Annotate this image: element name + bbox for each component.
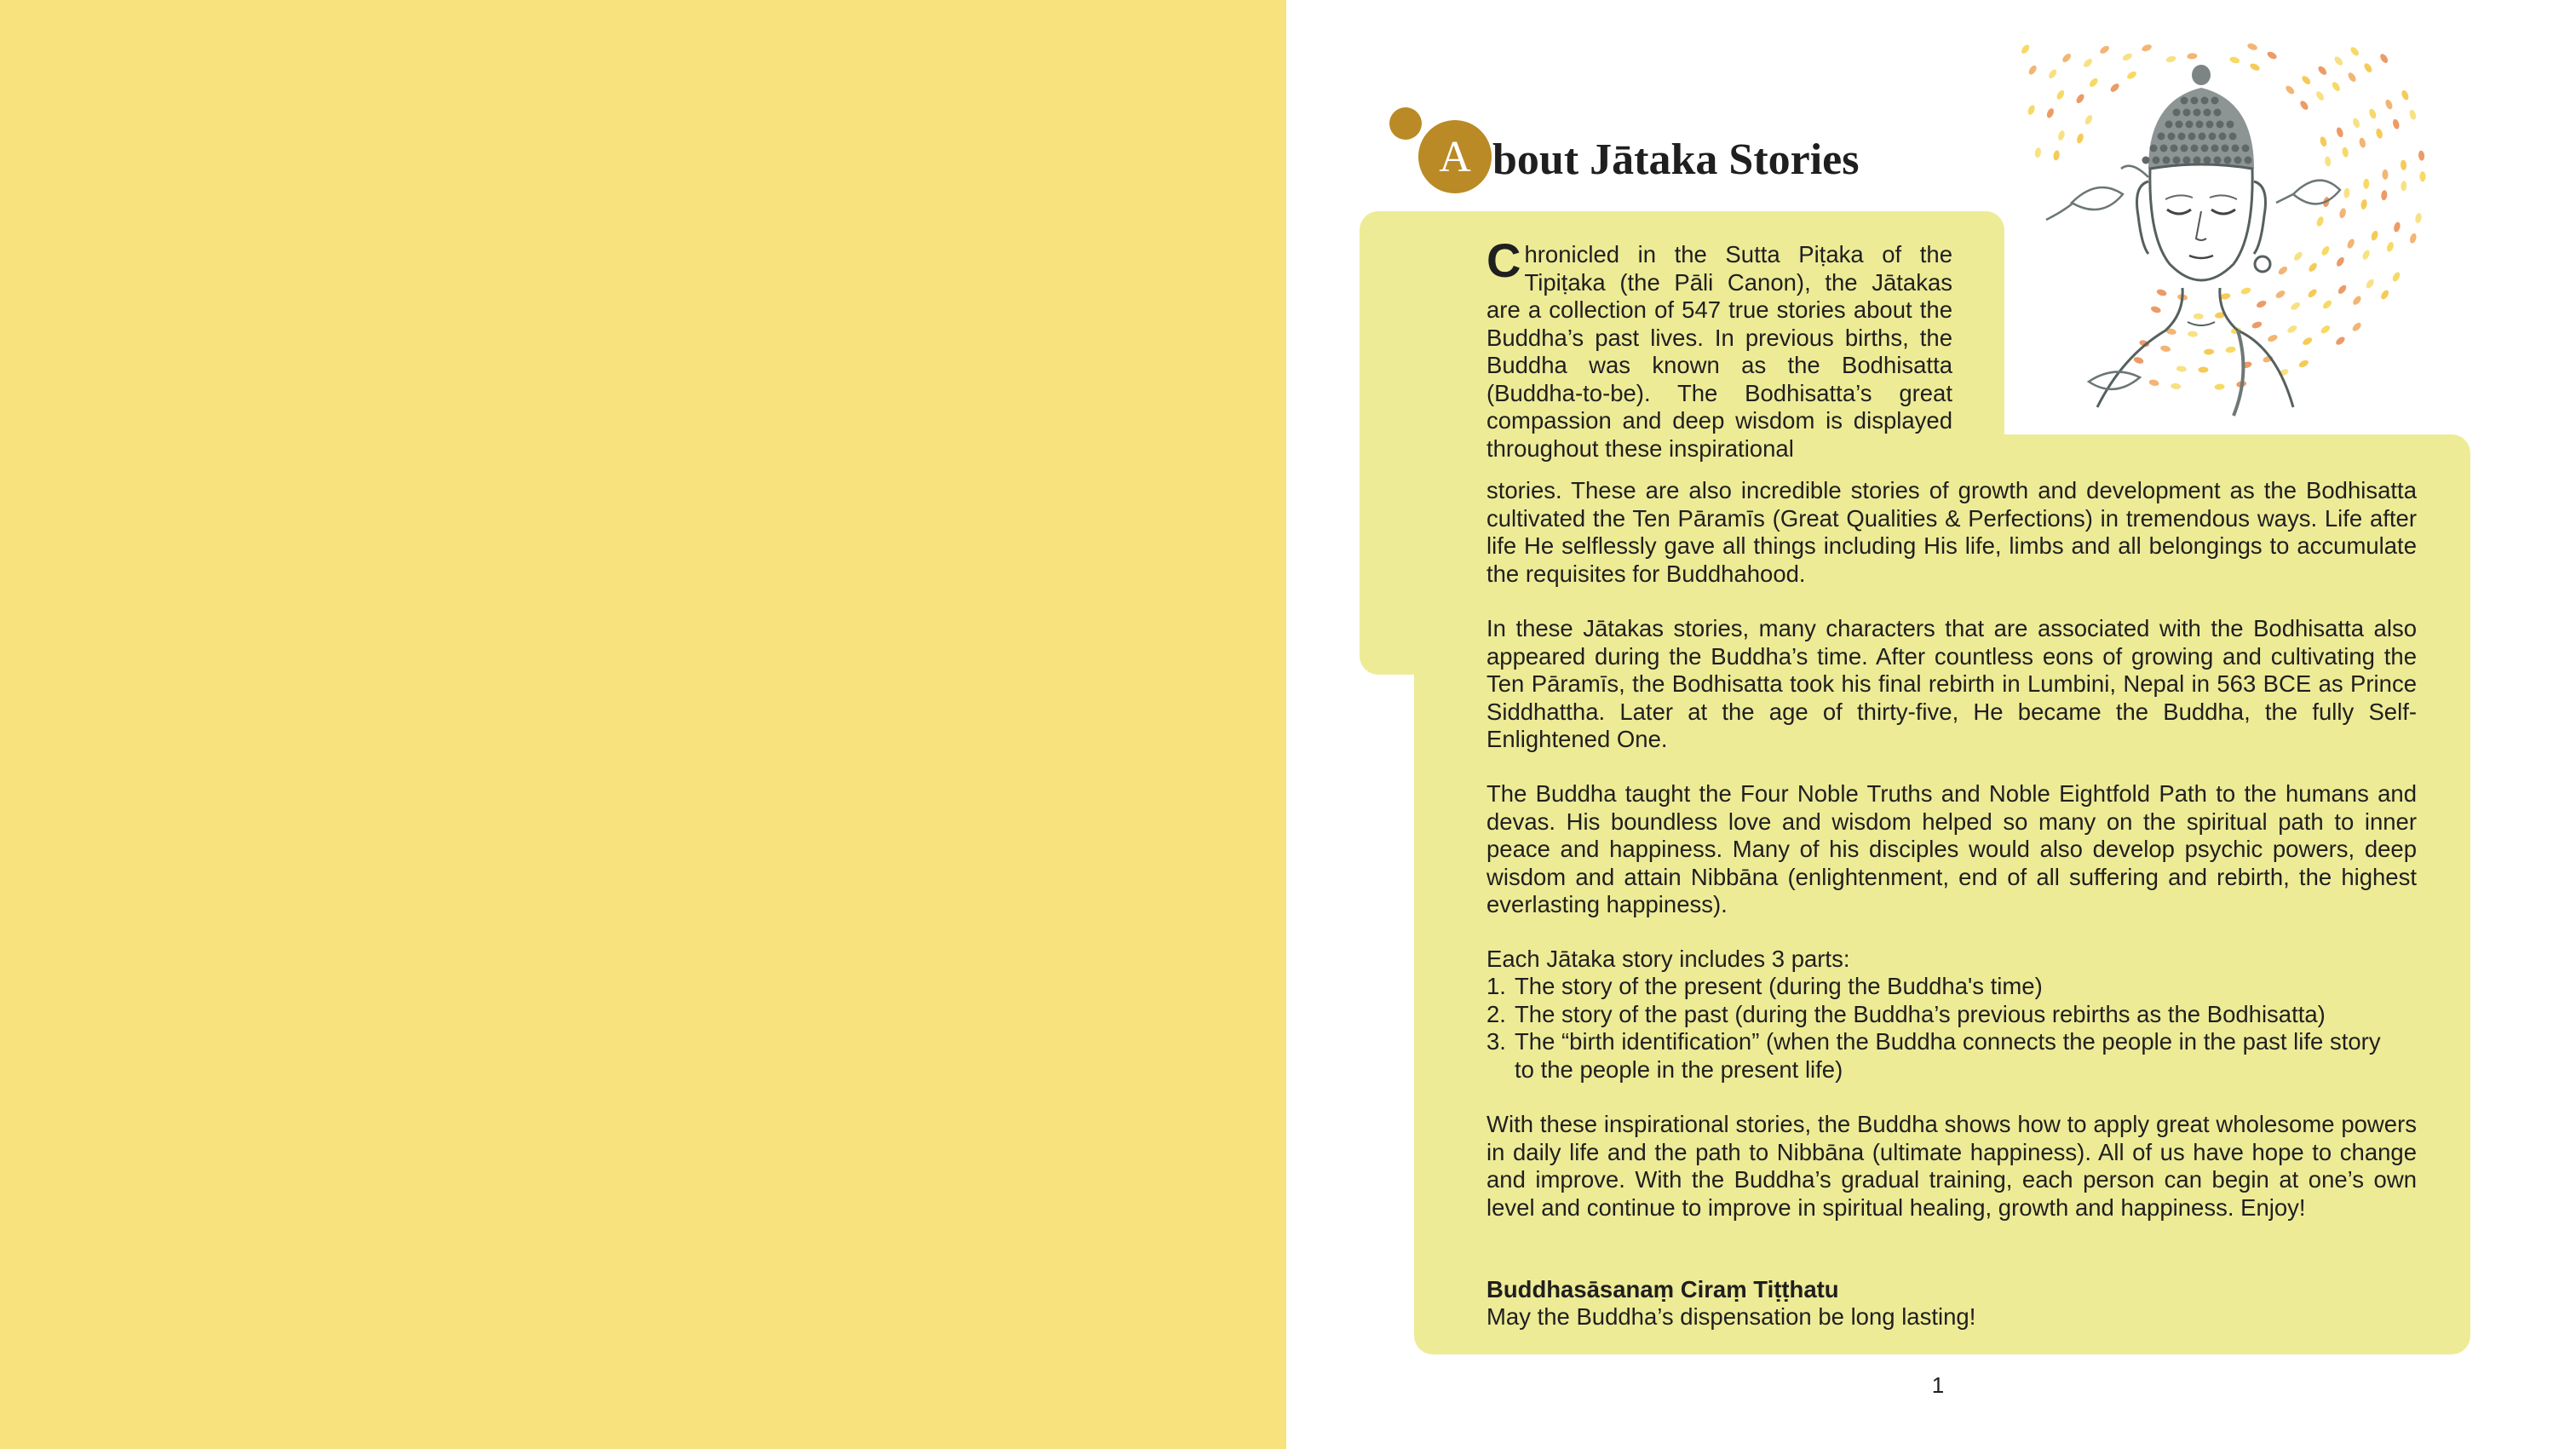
list-item-number: 1. xyxy=(1486,973,1506,999)
list-item xyxy=(1486,1028,2417,1084)
halo-dot xyxy=(2267,334,2279,343)
halo-dot xyxy=(2320,244,2331,256)
halo-dot xyxy=(2384,99,2394,111)
halo-dot xyxy=(2088,77,2099,89)
halo-dot xyxy=(2082,57,2094,68)
list-item-number: 2. xyxy=(1486,1000,1506,1027)
left-page-blank xyxy=(0,0,1286,1449)
title-accent-dot xyxy=(1389,107,1422,140)
paragraph-teachings: The Buddha taught the Four Noble Truths and Noble Eightfold Path to the humans and devas. His boundless love and wisdom helped so many on the spiritual path to inner peace and happiness. Many of his disciples would also develop psychic powers, deep wisdom and attain Nibbāna (enlightenment, end of all suffering and rebirth, the highest everlasting happiness). xyxy=(1486,780,2417,917)
halo-dot xyxy=(2057,129,2066,141)
hair-curl xyxy=(2204,157,2211,164)
hair-curl xyxy=(2224,157,2232,164)
halo-dot xyxy=(2338,208,2347,219)
halo-dot xyxy=(2150,305,2162,313)
hair-curl xyxy=(2188,133,2196,141)
halo-dot xyxy=(2401,160,2407,170)
hair-curl xyxy=(2171,145,2178,152)
halo-dot xyxy=(2321,299,2333,310)
halo-dot xyxy=(2290,301,2302,312)
hair-curl xyxy=(2183,109,2191,117)
parts-list xyxy=(1486,973,2417,1084)
hair-curl xyxy=(2163,157,2171,164)
halo-dot xyxy=(2160,345,2171,353)
halo-dot xyxy=(2274,289,2286,299)
halo-dot xyxy=(2076,133,2084,145)
halo-dot xyxy=(2229,56,2240,65)
halo-dot xyxy=(2360,198,2368,210)
halo-dot xyxy=(2075,93,2086,105)
hair-curl xyxy=(2194,157,2201,164)
halo-dot xyxy=(2194,313,2204,319)
hair-curl xyxy=(2229,133,2237,141)
hair-curl xyxy=(2142,157,2150,164)
list-item-number: 3. xyxy=(1486,1028,1506,1055)
hair-curl xyxy=(2211,97,2219,105)
hair-curl xyxy=(2196,121,2204,129)
halo-dot xyxy=(2286,324,2298,334)
hair-curl xyxy=(2217,121,2224,129)
buddha-head-icon xyxy=(2021,41,2429,433)
halo-dot xyxy=(2418,150,2425,161)
hair-curl xyxy=(2219,133,2227,141)
halo-dot xyxy=(2370,230,2379,242)
halo-dot xyxy=(2314,90,2326,102)
halo-dot xyxy=(2382,170,2388,180)
halo-dot xyxy=(2320,324,2332,335)
halo-dot xyxy=(2053,150,2061,161)
halo-dot xyxy=(2331,81,2342,93)
halo-dot xyxy=(2365,278,2375,290)
hair-curl xyxy=(2165,121,2173,129)
halo-dot xyxy=(2256,299,2268,308)
list-item xyxy=(1486,1001,2417,1029)
hair-curl xyxy=(2204,109,2211,117)
page-number: 1 xyxy=(1931,1372,1945,1398)
hair-curl xyxy=(2232,145,2240,152)
halo-dot xyxy=(2187,53,2197,60)
halo-dot xyxy=(2337,284,2348,296)
hair-curl xyxy=(2181,145,2188,152)
hair-curl xyxy=(2191,97,2199,105)
intro-paragraph-continued: stories. These are also incredible stories of growth and development as the Bodhisatta cultivated the Ten Pāramīs (Great Qualities & Perfections) in tremendous ways. Life after life He selflessly gave all things including His life, limbs and all belongings to accumulate the requisites for Buddhahood. xyxy=(1486,477,2417,587)
hair-curl xyxy=(2191,145,2199,152)
hair-curl xyxy=(2199,133,2206,141)
hair-curl xyxy=(2201,97,2209,105)
hair-curl xyxy=(2183,157,2191,164)
halo-dot xyxy=(2156,288,2168,296)
halo-dot xyxy=(2299,100,2310,112)
halo-dot xyxy=(2084,114,2094,126)
halo-dot xyxy=(2342,147,2349,158)
hair-curl xyxy=(2211,145,2219,152)
halo-dot xyxy=(2061,52,2072,64)
halo-dot xyxy=(2297,359,2309,369)
hair-curl xyxy=(2194,109,2201,117)
halo-dot xyxy=(2307,288,2319,299)
halo-dot xyxy=(2335,336,2347,347)
halo-dot xyxy=(2056,89,2066,101)
halo-dot xyxy=(2385,241,2395,253)
halo-dot xyxy=(2359,137,2366,148)
halo-dot xyxy=(2034,147,2042,158)
closing-translation: May the Buddha’s dispensation be long lasting! xyxy=(1486,1303,1976,1330)
hair-curl xyxy=(2173,109,2181,117)
halo-dot xyxy=(2319,135,2327,147)
halo-dot xyxy=(2246,43,2258,52)
list-item-text: The story of the present (during the Buddha's time) xyxy=(1515,973,2043,999)
hair-curl xyxy=(2214,109,2222,117)
halo-dot xyxy=(2414,212,2422,223)
hair-curl xyxy=(2178,133,2186,141)
halo-dot xyxy=(2240,286,2252,296)
halo-dot xyxy=(2171,382,2182,389)
paragraph-characters: In these Jātakas stories, many characters that are associated with the Bodhisatta also appeared during the Buddha’s time. After countless eons of growing and cultivating the Ten Pāramīs, the Bodhisatta took his final rebirth in Lumbini, Nepal in 563 BCE as Prince Siddhattha. Later at the age of thirty-five, He became the Buddha, the fully Self-Enlightened One. xyxy=(1486,615,2417,752)
halo-dot xyxy=(2375,128,2383,139)
halo-dot xyxy=(2021,43,2031,55)
halo-dot xyxy=(2351,321,2362,332)
halo-dot xyxy=(2343,187,2350,198)
halo-dot xyxy=(2301,74,2312,85)
halo-dot xyxy=(2204,348,2214,354)
parts-heading: Each Jātaka story includes 3 parts: xyxy=(1486,946,1850,972)
halo-dot xyxy=(2277,265,2289,276)
halo-dot xyxy=(2363,179,2369,189)
halo-dot xyxy=(2324,156,2331,167)
halo-dot xyxy=(2361,249,2372,261)
hair-curl xyxy=(2201,145,2209,152)
list-item-text: The “birth identification” (when the Buddha connects the people in the past life story to the people in the present life) xyxy=(1515,1028,2381,1083)
intro-text: hronicled in the Sutta Piṭaka of the Tipiṭaka (the Pāli Canon), the Jātakas are a collection of 547 true stories about the Buddha’s past lives. In previous births, the Buddha was known as the Bodhisatta (Buddha-to-be). The Bodhisatta’s great compassion and deep wisdom is displayed throughout these inspirational xyxy=(1486,241,1952,462)
halo-dot xyxy=(2393,221,2401,233)
halo-dot xyxy=(2198,367,2208,373)
halo-dot xyxy=(2176,365,2187,372)
halo-dot xyxy=(2188,331,2198,337)
list-item xyxy=(1486,973,2417,1001)
halo-dot xyxy=(2392,118,2401,129)
halo-dot xyxy=(2351,295,2362,307)
halo-dot xyxy=(2027,64,2038,76)
halo-dot xyxy=(2302,336,2314,346)
hair-curl xyxy=(2176,121,2183,129)
page-title: bout Jātaka Stories xyxy=(1492,135,1860,184)
halo-dot xyxy=(2099,44,2111,55)
halo-dot xyxy=(2381,190,2388,201)
hair-curl xyxy=(2242,145,2250,152)
closing-pali-phrase: Buddhasāsanaṃ Ciraṃ Tiṭṭhatu xyxy=(1486,1276,1839,1302)
hair-curl xyxy=(2168,133,2176,141)
intro-paragraph-start xyxy=(1486,233,1952,463)
paragraph-inspiration: With these inspirational stories, the Buddha shows how to apply great wholesome powers in daily life and the path to Nibbāna (ultimate happiness). All of us have hope to change and improve. With the Buddha’s gradual training, each person can begin at one’s own level and continue to improve in spiritual healing, growth and happiness. Enjoy! xyxy=(1486,1111,2417,1221)
halo-dot xyxy=(2401,181,2407,191)
halo-dot xyxy=(2349,45,2360,57)
halo-dot xyxy=(2165,55,2176,64)
halo-dot xyxy=(2249,62,2261,72)
halo-dot xyxy=(2308,262,2319,273)
hair-curl xyxy=(2158,133,2165,141)
halo-dot xyxy=(2047,68,2058,80)
halo-dot xyxy=(2141,43,2153,53)
halo-dot xyxy=(2266,50,2278,60)
halo-dot xyxy=(2336,126,2344,138)
halo-dot xyxy=(2401,89,2410,101)
halo-dot xyxy=(2346,238,2355,250)
halo-dot xyxy=(2214,383,2225,390)
halo-dot xyxy=(2251,320,2263,330)
hair-curl xyxy=(2245,157,2252,164)
halo-dot xyxy=(2391,271,2401,283)
list-item-text: The story of the past (during the Buddha’s previous rebirths as the Bodhisatta) xyxy=(1515,1000,2326,1027)
hair-curl xyxy=(2173,157,2181,164)
halo-dot xyxy=(2126,70,2138,80)
halo-dot xyxy=(2109,82,2121,93)
halo-dot xyxy=(2333,55,2344,67)
halo-dot xyxy=(2225,346,2236,354)
title-initial-letter: A xyxy=(1439,133,1471,181)
halo-dot xyxy=(2368,108,2378,120)
hair-curl xyxy=(2153,157,2160,164)
hair-curl xyxy=(2222,145,2229,152)
drop-cap: C xyxy=(1486,233,1521,287)
halo-dot xyxy=(2378,53,2389,65)
hair-curl xyxy=(2186,121,2194,129)
halo-dot xyxy=(2317,65,2328,77)
halo-dot xyxy=(2315,216,2325,227)
halo-dot xyxy=(2408,109,2417,121)
halo-dot xyxy=(2379,289,2390,301)
hair-curl xyxy=(2209,133,2217,141)
halo-dot xyxy=(2409,233,2418,244)
halo-dot xyxy=(2045,107,2055,119)
halo-dot xyxy=(2335,256,2345,267)
halo-dot xyxy=(2419,171,2425,181)
hair-curl xyxy=(2206,121,2214,129)
halo-dot xyxy=(2352,118,2361,129)
halo-dot xyxy=(2363,62,2374,74)
hair-curl xyxy=(2214,157,2222,164)
hair-curl xyxy=(2160,145,2168,152)
halo-dot xyxy=(2027,104,2036,116)
halo-dot xyxy=(2121,52,2133,62)
hair-curl xyxy=(2227,121,2234,129)
halo-dot xyxy=(2148,379,2159,387)
hair-curl xyxy=(2181,97,2188,105)
halo-dot xyxy=(2292,250,2303,262)
halo-dot xyxy=(2347,72,2358,83)
halo-dot xyxy=(2285,84,2296,95)
hair-curl xyxy=(2150,145,2158,152)
hair-curl xyxy=(2234,157,2242,164)
halo-dot xyxy=(2133,356,2145,365)
